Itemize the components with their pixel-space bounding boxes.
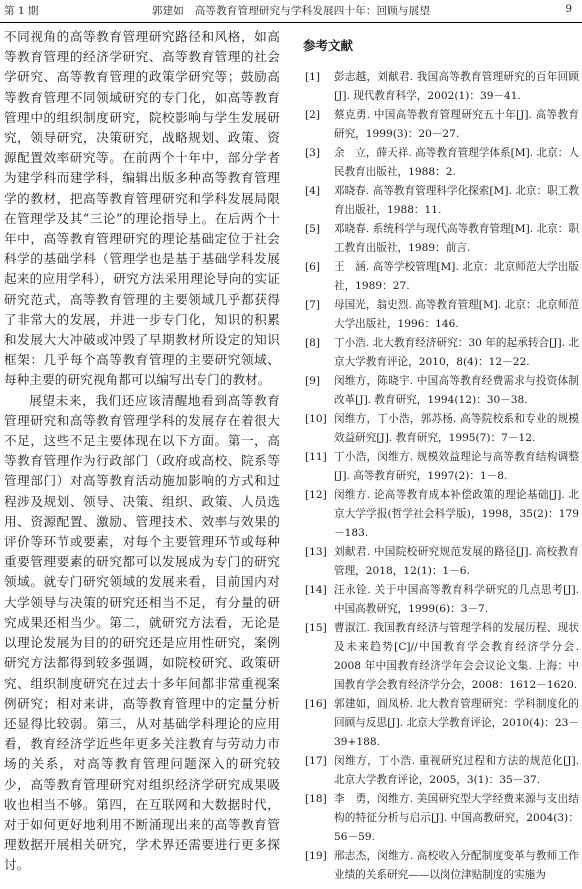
reference-number: [13] bbox=[305, 546, 327, 558]
running-header bbox=[0, 0, 582, 23]
reference-text: 王 涵. 高等学校管理[M]. 北京：北京师范大学出版社，1989：27. bbox=[334, 261, 579, 292]
reference-number: [19] bbox=[305, 850, 327, 862]
reference-item bbox=[303, 144, 579, 182]
paragraph-outlook: 展望未来，我们还应该清醒地看到高等教育管理研究和高等教育管理学科的发展存在着很大不足，这些不足主要体现在以下方面。第一，高等教育管理作为行政部门（政府或高校、院系等管理部门）对高等教育活动施加影响的方式和过程涉及规划、领导、决策、组织、政策、人员选用、资源配置、激励、管理技术、效率与效果的评价等环节或要素，对每个主要管理环节或每种重要管理要素的研究都可以发展成为专门的研究领域。就专门研究领域的发展来看，目前国内对大学领导与决策的研究还相当不足，有分量的研究成果还相当少。第二，就研究方法看，无论是以理论发展为目的的研究还是应用性研究，案例研究方法都得到较多强调，如院校研究、政策研究、组织制度研究在过去十多年间都非常重视案例研究；相对来讲，高等教育管理中的定量分析还显得比较弱。第三，从对基础学科理论的应用看，教育经济学近些年更多关注教育与劳动力市场的关系，对高等教育管理问题深入的研究较少，高等教育管理研究对组织经济学研究成果吸收也相当不够。第四，在互联网和大数据时代，对于如何更好地利用不断涌现出来的高等教育管理数据开展相关研究，学术界还需要进行更多探讨。 bbox=[4, 392, 280, 873]
left-column-body-text bbox=[4, 27, 280, 876]
reference-item bbox=[303, 410, 579, 448]
references-heading: 参考文献 bbox=[303, 38, 354, 53]
reference-item bbox=[303, 258, 579, 296]
reference-number: [4] bbox=[305, 185, 321, 197]
reference-text: 闵维方，丁小浩. 重视研究过程和方法的规范化[J]. 北京大学教育评论，2005，3(1)：35－37. bbox=[334, 755, 579, 786]
reference-number: [10] bbox=[305, 413, 327, 425]
reference-item bbox=[303, 220, 579, 258]
reference-text: 郭建如，阎凤桥. 北大教育管理研究：学科制度化的回顾与反思[J]. 北京大学教育评论，2010(4)：23－39+188. bbox=[334, 698, 579, 748]
paragraph-continued: 不同视角的高等教育管理研究路径和风格，如高等教育管理的经济学研究、高等教育管理的社会学研究、高等教育管理的政策学研究等；鼓励高等教育管理不同领域研究的专门化，如高等教育管理中的组织制度研究，院校影响与学生发展研究，领导研究，决策研究，战略规划、政策、资源配置效率研究等。在前两个十年中，部分学者为建学科而建学科，编辑出版多种高等教育管理学的教材，把高等教育管理研究和学科发展局限在管理学及其“三论”的理论指导上。在后两个十年中，高等教育管理研究的理论基础定位于社会科学的基础学科（管理学也是基于基础学科发展起来的应用学科），研究方法采用理论导向的实证研究范式，高等教育管理的主要领域几乎都获得了非常大的发展，并进一步专门化，知识的积累和发展大大冲破或冲毁了早期教材所设定的知识框架：几乎每个高等教育管理的主要研究领域、每种主要的研究视角都可以编写出专门的教材。 bbox=[4, 29, 280, 388]
reference-text: 彭志越，刘献君. 我国高等教育管理研究的百年回顾[J]. 现代教育科学，2002(1)：39－41. bbox=[334, 71, 579, 102]
reference-item bbox=[303, 68, 579, 106]
reference-text: 闵维方，丁小浩，郭苏杨. 高等院校系和专业的规模效益研究[J]. 教育研究，1995(7)：7－12. bbox=[334, 413, 579, 444]
running-title: 郭建如 高等教育管理研究与学科发展四十年：回顾与展望 bbox=[151, 5, 431, 17]
reference-text: 丁小浩. 北大教育经济研究：30 年的起承转合[J]. 北京大学教育评论，2010，8(4)：12－22. bbox=[334, 337, 579, 368]
reference-item bbox=[303, 372, 579, 410]
reference-item bbox=[303, 790, 579, 847]
reference-item bbox=[303, 752, 579, 790]
reference-number: [15] bbox=[305, 622, 327, 634]
reference-number: [9] bbox=[305, 375, 321, 387]
reference-number: [6] bbox=[305, 261, 321, 273]
reference-item bbox=[303, 581, 579, 619]
reference-number: [12] bbox=[305, 489, 327, 501]
reference-text: 曹淑江. 我国教育经济与管理学科的发展历程、现状及未来趋势[C]//中国教育学会教育经济学分会. 2008 年中国教育经济学年会会议论文集. 上海：中国教育学会教育经济学分会，2008：1612－1620. bbox=[334, 622, 579, 691]
references-section bbox=[303, 36, 579, 885]
reference-item bbox=[303, 619, 579, 695]
reference-text: 余 立，薛天祥. 高等教育管理学体系[M]. 北京：人民教育出版社，1988：2. bbox=[334, 147, 579, 178]
reference-number: [16] bbox=[305, 698, 327, 710]
reference-text: 邓晓春. 高等教育管理科学化探索[M]. 北京：职工教育出版社，1988：11. bbox=[334, 185, 579, 216]
reference-text: 邓晓春. 系统科学与现代高等教育管理[M]. 北京：职工教育出版社，1989：前言. bbox=[334, 223, 579, 254]
reference-number: [14] bbox=[305, 584, 327, 596]
issue-number: 第 1 期 bbox=[4, 5, 39, 17]
reference-item bbox=[303, 543, 579, 581]
reference-item bbox=[303, 695, 579, 752]
reference-number: [7] bbox=[305, 299, 321, 311]
reference-number: [8] bbox=[305, 337, 321, 349]
reference-text: 汪永铨. 关于中国高等教育科学研究的几点思考[J]. 中国高教研究，1999(6)：3－7. bbox=[334, 584, 579, 615]
reference-text: 闵维方. 论高等教育成本补偿政策的理论基础[J]. 北京大学学报(哲学社会科学版)，1998，35(2)：179－183. bbox=[334, 489, 579, 539]
reference-text: 丁小浩，闵维方. 规模效益理论与高等教育结构调整[J]. 高等教育研究，1997(2)：1－8. bbox=[334, 451, 579, 482]
reference-text: 邢志杰，闵维方. 高校收入分配制度变革与教师工作业绩的关系研究——以岗位津贴制度的实施为 bbox=[334, 850, 579, 881]
reference-text: 蔡克勇. 中国高等教育管理研究五十年[J]. 高等教育研究，1999(3)：20－27. bbox=[334, 109, 579, 140]
reference-item bbox=[303, 296, 579, 334]
reference-number: [1] bbox=[305, 71, 321, 83]
reference-item bbox=[303, 486, 579, 543]
reference-number: [17] bbox=[305, 755, 327, 767]
reference-text: 李 勇，闵维方. 美国研究型大学经费来源与支出结构的特征分析与启示[J]. 中国高教研究，2004(3)：56－59. bbox=[334, 793, 579, 843]
reference-number: [2] bbox=[305, 109, 321, 121]
reference-text: 刘献君. 中国院校研究规范发展的路径[J]. 高校教育管理，2018，12(1)：1－6. bbox=[334, 546, 579, 577]
reference-item bbox=[303, 182, 579, 220]
reference-item bbox=[303, 106, 579, 144]
reference-item bbox=[303, 847, 579, 885]
reference-text: 母国光，翁史烈. 高等教育管理[M]. 北京：北京师范大学出版社，1996：146. bbox=[334, 299, 579, 330]
reference-number: [3] bbox=[305, 147, 321, 159]
reference-list bbox=[303, 68, 579, 885]
reference-item bbox=[303, 334, 579, 372]
reference-item bbox=[303, 448, 579, 486]
reference-number: [18] bbox=[305, 793, 327, 805]
reference-text: 闵维方，陈晓宇. 中国高等教育经费需求与投资体制改革[J]. 教育研究，1994(12)：30－38. bbox=[334, 375, 579, 406]
reference-number: [11] bbox=[305, 451, 327, 463]
page-number: 9 bbox=[565, 3, 572, 15]
reference-number: [5] bbox=[305, 223, 321, 235]
